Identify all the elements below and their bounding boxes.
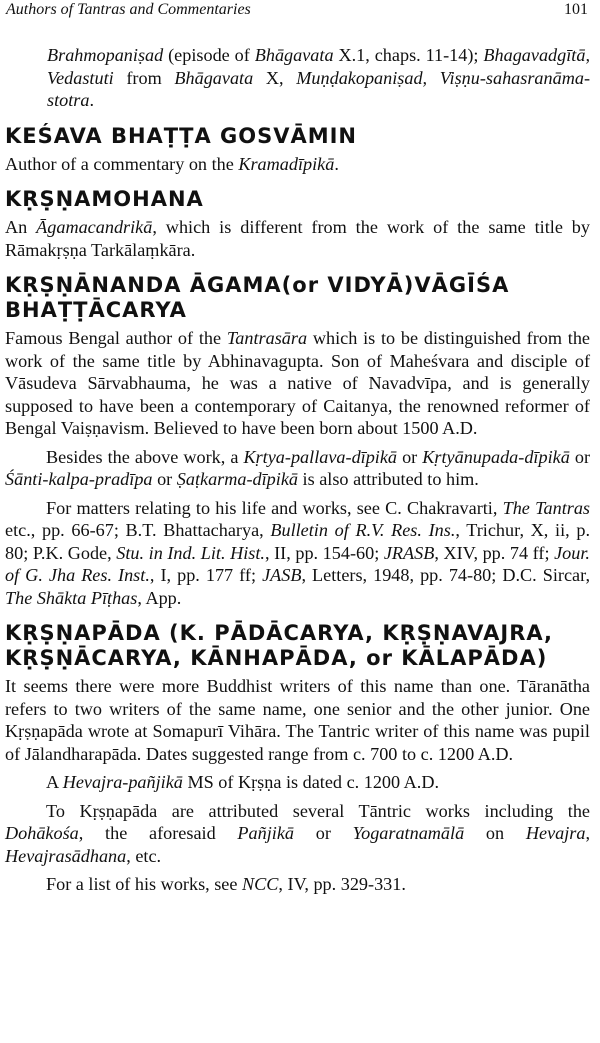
text-run: is also attributed to him. (298, 469, 479, 489)
text-run: , Letters, 1948, pp. 74-80; D.C. Sircar, (301, 565, 590, 585)
text-run: X, (253, 67, 297, 88)
italic-run: Bhāgavata (254, 45, 334, 65)
text-run: , App. (137, 587, 182, 608)
text-run: . (89, 90, 94, 110)
italic-run: Hevajra (525, 823, 586, 843)
text-run: or (397, 446, 423, 467)
text-run: Besides the above work, a (46, 446, 244, 467)
italic-run: JASB (262, 565, 302, 585)
italic-run: Brahmopaniṣad (47, 45, 164, 65)
text-run: , II, pp. 154-60; (264, 542, 384, 563)
entry-paragraph (5, 675, 590, 765)
entry-paragraph (5, 873, 590, 896)
text-run: , Trichur, X, ii, p. 80; P.K. Gode, (5, 520, 590, 563)
italic-run: The Shākta Pīṭhas (5, 587, 138, 608)
text-run: Author of a commentary on the (5, 153, 239, 174)
italic-run: Kramadīpikā (238, 153, 335, 174)
text-run: , IV, pp. 329-331. (278, 874, 406, 894)
italic-run: Pañjikā (237, 823, 294, 843)
italic-run: Āgamacandrikā (36, 217, 153, 237)
intro-continuation (5, 44, 590, 112)
italic-run: JRASB (383, 542, 435, 563)
text-run: X.1, chaps. 11-14); (333, 45, 484, 65)
italic-run: Yogaratnamālā (352, 823, 465, 843)
italic-run: Hevajrasādhana (5, 845, 127, 866)
text-run: An (5, 217, 37, 237)
text-run: . (334, 153, 339, 174)
entry-paragraph (5, 327, 590, 440)
text-run: , I, pp. 177 ff; (149, 565, 263, 585)
text-run: from (113, 67, 175, 88)
italic-run: Stu. in Ind. Lit. Hist. (116, 542, 265, 563)
italic-run: Kṛtyānupada-dīpikā (422, 446, 570, 467)
italic-run: NCC (242, 874, 279, 894)
text-run: It seems there were more Buddhist writers of this name than one. Tāranātha refers to two writers of the same name, one senior and the other junior. One Kṛṣṇapāda wrote at Somapurī Vihāra. The Tantric writer of this name was pupil of Jālandharapāda. Dates suggested range from c. 700 to c. 1200 A.D. (5, 676, 590, 764)
text-run: A (46, 772, 63, 792)
italic-run: Śānti-kalpa-pradīpa (5, 469, 153, 489)
page-number: 101 (564, 1, 588, 18)
entry-heading: KṚṢṆAPĀDA (K. PĀDĀCARYA, KṚṢṆAVAJRA, KṚṢṆĀCARYA, KĀNHAPĀDA, or KĀLAPĀDA) (5, 621, 553, 670)
text-run: Famous Bengal author of the (5, 328, 227, 348)
italic-run: Kṛtya-pallava-dīpikā (243, 446, 398, 467)
entry-paragraph (5, 800, 590, 868)
running-head (6, 1, 588, 23)
text-run: or (294, 823, 353, 843)
text-run: or (569, 446, 590, 467)
entry-paragraph (5, 153, 590, 176)
text-run: which is to be distinguished from the work of the same title by Abhinavagupta. Son of Maheśvara and disciple of Vāsudeva Sārvabhauma, he was a native of Navadvīpa, and is generally supposed to have been a contemporary of Caitanya, the renowned reformer of Bengal Vaiṣṇavism. Believed to have been born about 1500 A.D. (5, 328, 590, 438)
entry-heading: KṚṢṆAMOHANA (5, 187, 204, 211)
entry-kesava (5, 124, 590, 176)
italic-run: Tantrasāra (226, 328, 308, 348)
text-run: , which is different from the work of the same title by Rāmakṛṣṇa Tarkālaṃkāra. (5, 217, 590, 260)
italic-run: Bulletin of R.V. Res. Ins. (270, 520, 456, 540)
text-run: etc., pp. 66-67; B.T. Bhattacharya, (5, 520, 271, 540)
entry-krsnamohana (5, 187, 590, 261)
italic-run: Muṇḍakopaniṣad, Viṣṇu-sahasranāma-stotra (47, 67, 590, 110)
text-run: , the aforesaid (78, 823, 238, 843)
italic-run: Bhagavadgītā, Vedastuti (47, 45, 590, 88)
text-run: , (585, 823, 591, 843)
text-run: (episode of (163, 45, 255, 65)
italic-run: Hevajra-pañjikā (62, 772, 183, 792)
entry-heading: KEŚAVA BHAṬṬA GOSVĀMIN (5, 123, 358, 148)
text-run: To Kṛṣṇapāda are attributed several Tāntric works including the (46, 800, 590, 821)
italic-run: Ṣaṭkarma-dīpikā (176, 469, 298, 489)
text-run: , XIV, pp. 74 ff; (434, 542, 555, 563)
text-run: , etc. (126, 845, 162, 866)
italic-run: Dohākośa (5, 823, 79, 843)
text-run: on (464, 823, 526, 843)
italic-run: Bhāgavata (174, 67, 254, 88)
italic-run: The Tantras (502, 497, 590, 518)
entry-paragraph (5, 446, 590, 491)
entry-krsnananda (5, 273, 590, 609)
text-run: For matters relating to his life and works, see C. Chakravarti, (46, 497, 503, 518)
entry-paragraph (5, 216, 590, 261)
page-body (5, 44, 590, 896)
running-title: Authors of Tantras and Commentaries (6, 1, 251, 18)
text-run: or (152, 469, 177, 489)
entry-heading: KṚṢṆĀNANDA ĀGAMA(or VIDYĀ)VĀGĪŚA BHAṬṬĀCARYA (5, 273, 510, 322)
entry-krsnapada (5, 621, 590, 896)
text-run: MS of Kṛṣṇa is dated c. 1200 A.D. (182, 772, 440, 792)
entry-paragraph (5, 771, 590, 794)
text-run: For a list of his works, see (46, 874, 243, 894)
entry-paragraph (5, 497, 590, 610)
italic-run: Jour. of G. Jha Res. Inst. (5, 542, 590, 585)
